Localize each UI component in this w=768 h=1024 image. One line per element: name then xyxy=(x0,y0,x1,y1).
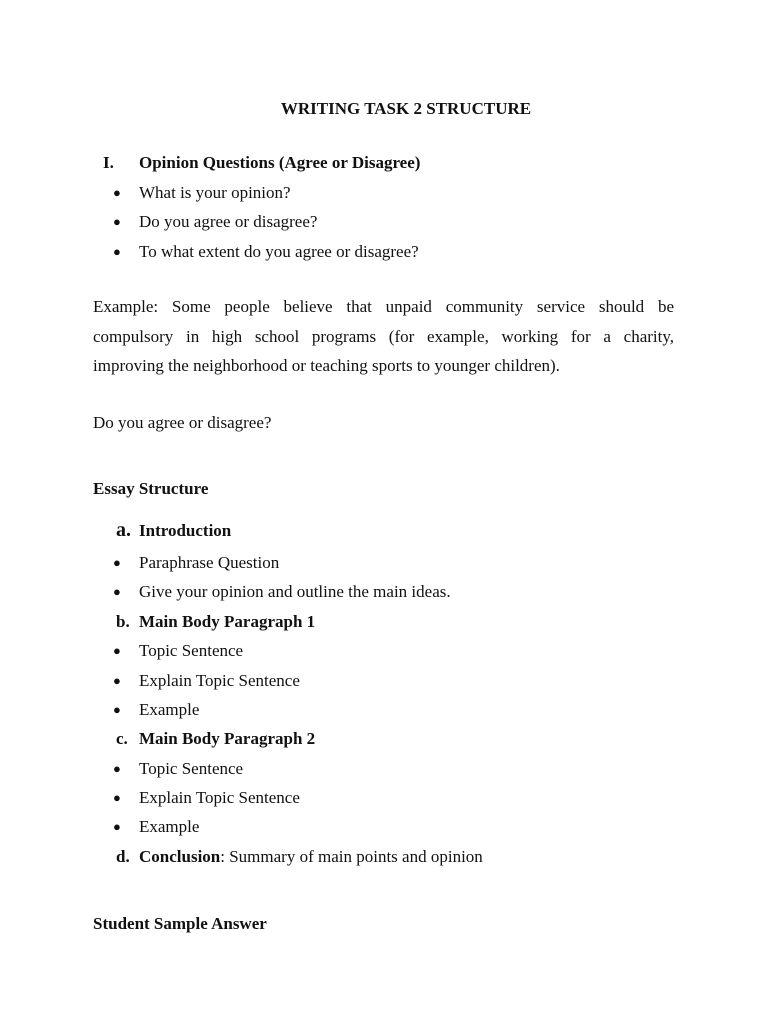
intro-heading: Introduction xyxy=(139,521,232,540)
bullet-icon: ● xyxy=(113,790,121,805)
bullet-icon: ● xyxy=(113,702,121,717)
list-item: Topic Sentence xyxy=(139,759,244,778)
bullet-icon: ● xyxy=(113,584,121,599)
conclusion-marker: d. xyxy=(116,847,130,866)
section-heading: Opinion Questions (Agree or Disagree) xyxy=(139,153,421,172)
bullet-icon: ● xyxy=(113,555,121,570)
list-item: Explain Topic Sentence xyxy=(139,671,300,690)
bullet-icon: ● xyxy=(113,214,121,229)
list-item: Explain Topic Sentence xyxy=(139,788,300,807)
conclusion-heading: Conclusion xyxy=(139,847,221,866)
list-item: Paraphrase Question xyxy=(139,553,280,572)
conclusion-line xyxy=(139,846,483,868)
bullet-icon: ● xyxy=(113,643,121,658)
body2-heading: Main Body Paragraph 2 xyxy=(139,729,316,748)
list-item: Example xyxy=(139,700,200,719)
bullet-icon: ● xyxy=(113,761,121,776)
list-item: Topic Sentence xyxy=(139,641,244,660)
essay-structure-heading: Essay Structure xyxy=(93,479,209,498)
sample-answer-heading: Student Sample Answer xyxy=(93,914,267,933)
bullet-icon: ● xyxy=(113,673,121,688)
example-line: Example: Some people believe that unpaid community service should be xyxy=(93,297,674,316)
example-line: compulsory in high school programs (for example, working for a charity, xyxy=(93,327,674,346)
example-question: Do you agree or disagree? xyxy=(93,413,272,432)
bullet-icon: ● xyxy=(113,185,121,200)
example-line: improving the neighborhood or teaching sports to younger children). xyxy=(93,356,560,375)
list-item: Do you agree or disagree? xyxy=(139,212,318,231)
intro-marker: a. xyxy=(116,519,131,541)
conclusion-text: : Summary of main points and opinion xyxy=(220,847,483,866)
bullet-icon: ● xyxy=(113,244,121,259)
bullet-icon: ● xyxy=(113,819,121,834)
list-item: To what extent do you agree or disagree? xyxy=(139,242,419,261)
section-marker: I. xyxy=(103,153,114,172)
document-title: WRITING TASK 2 STRUCTURE xyxy=(280,99,532,118)
body1-heading: Main Body Paragraph 1 xyxy=(139,612,316,631)
body1-marker: b. xyxy=(116,612,130,631)
list-item: Give your opinion and outline the main ideas. xyxy=(139,582,451,601)
list-item: Example xyxy=(139,817,200,836)
body2-marker: c. xyxy=(116,729,128,748)
list-item: What is your opinion? xyxy=(139,183,291,202)
